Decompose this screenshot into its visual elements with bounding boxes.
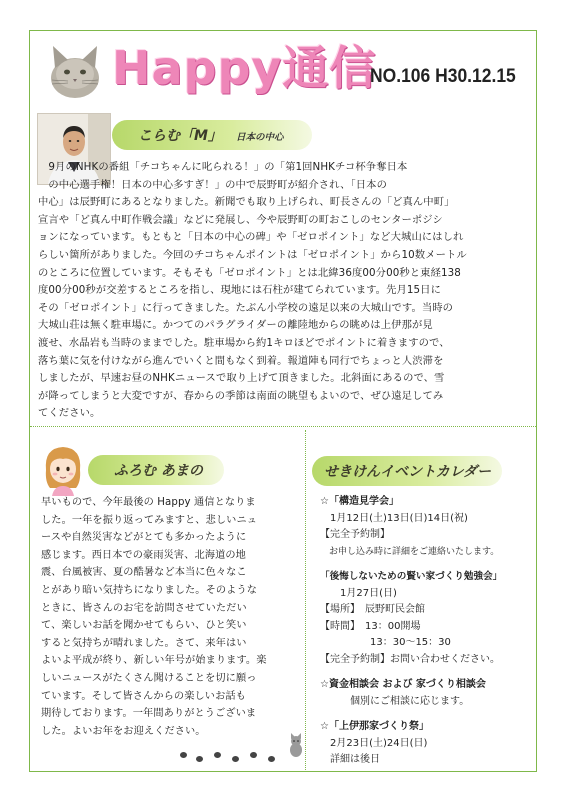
calendar-heading-banner bbox=[312, 456, 502, 486]
event-item bbox=[320, 677, 530, 710]
paw-print-icon bbox=[250, 752, 257, 758]
event-title: ☆「上伊那家づくり祭」 bbox=[320, 721, 429, 732]
paw-print-icon bbox=[268, 756, 275, 762]
paw-print-icon bbox=[232, 756, 239, 762]
event-title: ☆資金相談会 および 家づくり相談会 bbox=[320, 679, 486, 690]
column-divider bbox=[305, 430, 306, 770]
event-detail: 【完全予約制】お問い合わせください。 bbox=[320, 653, 500, 665]
event-detail: 2月23日(土)24日(日) bbox=[320, 737, 428, 749]
event-detail: 個別にご相談に応じます。 bbox=[320, 695, 470, 707]
calendar-heading: せきけんイベントカレダー bbox=[324, 464, 492, 480]
paw-print-icon bbox=[180, 752, 187, 758]
cat-logo-icon bbox=[44, 42, 106, 100]
event-title: 「後悔しないための賢い家づくり勉強会」 bbox=[320, 571, 503, 582]
event-item bbox=[320, 494, 530, 560]
column-body: 9月のNHKの番組「チコちゃんに叱られる！」の「第1回NHKチコ杯争奪日本 の中心選手権！日本の中心多すぎ！」の中で辰野町が紹介され、「日本の 中心」は辰野町にあるとなりました。新聞でも取り上げられ、町長さんの「ど真ん中町」 宣言や「ど真ん中町作戦会議」などに発展し、今や辰野町の町おこしのセンターポジシ ョンになっています。もともと「日本の中心の碑」や「ゼロポイント」など大城山にはしれ らしい箇所がありました。今回のチコちゃんポイントは「ゼロポイント」から10数メートル のところに位置しています。そもそも「ゼロポイント」とは北緯36度00分00秒と東経138 度00分00秒が交差するところを指し、現地には石柱が建てられています。先月15日に その「ゼロポイント」に行ってきました。たぶん小学校の遠足以来の大城山です。当時の 大城山荘は無く駐車場に。かつてのパラグライダーの離陸地からの眺めは上伊那が見 渡せ、水晶岩も当時のままでした。駐車場から約1キロほどでポイントに着きますので、 落ち葉に気を付けながら進んでいくと間もなく到着。報道陣も同行でちょっと人渋滞を しましたが、早速お昼のNHKニュースで取り上げて頂きました。北斜面にあるので、雪 が降ってしまうと大変ですが、春からの季節は南面の眺望もよいので、ぜひ遠足してみ てください。 bbox=[38, 161, 467, 420]
girl-avatar-icon bbox=[40, 442, 86, 496]
column-subheading: 日本の中心 bbox=[235, 132, 284, 143]
event-item bbox=[320, 719, 530, 769]
event-detail: お申し込み時に詳細をご連絡いたします。 bbox=[320, 546, 500, 557]
event-detail: 詳細は後日 bbox=[320, 754, 380, 765]
newsletter-title: Happy通信 bbox=[112, 41, 377, 95]
event-item bbox=[320, 569, 530, 668]
issue-number-date: NO.106 H30.12.15 bbox=[370, 66, 516, 87]
column-heading-banner bbox=[112, 120, 312, 150]
event-detail: 【完全予約制】 bbox=[320, 529, 390, 540]
section-divider bbox=[30, 426, 536, 427]
event-detail: 【場所】 辰野町民会館 bbox=[320, 604, 425, 615]
event-list bbox=[320, 494, 530, 778]
event-detail: 1月27日(日) bbox=[320, 587, 397, 599]
paw-print-icon bbox=[214, 752, 221, 758]
event-detail: 【時間】 13：00開場 bbox=[320, 620, 421, 632]
paw-print-icon bbox=[196, 756, 203, 762]
forum-heading: ふろむ あまの bbox=[114, 463, 203, 479]
event-title: ☆「構造見学会」 bbox=[320, 496, 399, 507]
small-cat-icon bbox=[287, 732, 305, 758]
forum-heading-banner bbox=[88, 455, 224, 485]
event-detail: 1月12日(土)13日(日)14日(祝) bbox=[320, 512, 468, 524]
event-detail: 13：30～15：30 bbox=[320, 637, 451, 648]
column-heading: こらむ「M」 bbox=[138, 128, 222, 144]
forum-body: 早いもので、今年最後の Happy 通信となりま した。一年を振り返ってみますと、悲しいニュ ースや自然災害などがとても多かったように 感じます。西日本での豪雨災害、北海道の地 震、台風被害、夏の酷暑など本当に色々なこ とがあり暗い気持ちになりました。そのような ときに、皆さんのお宅を訪問させていただい て、楽しいお話を聞かせてもらい、ひと笑い すると気持ちが晴れました。さて、来年はい よいよ平成が終り、新しい年号が始まります。楽 しいニュースがたくさん聞けることを切に願っ ています。そして皆さんからの楽しいお話も 期待しております。一年間ありがとうございま した。よいお年をお迎えください。 bbox=[41, 497, 267, 737]
